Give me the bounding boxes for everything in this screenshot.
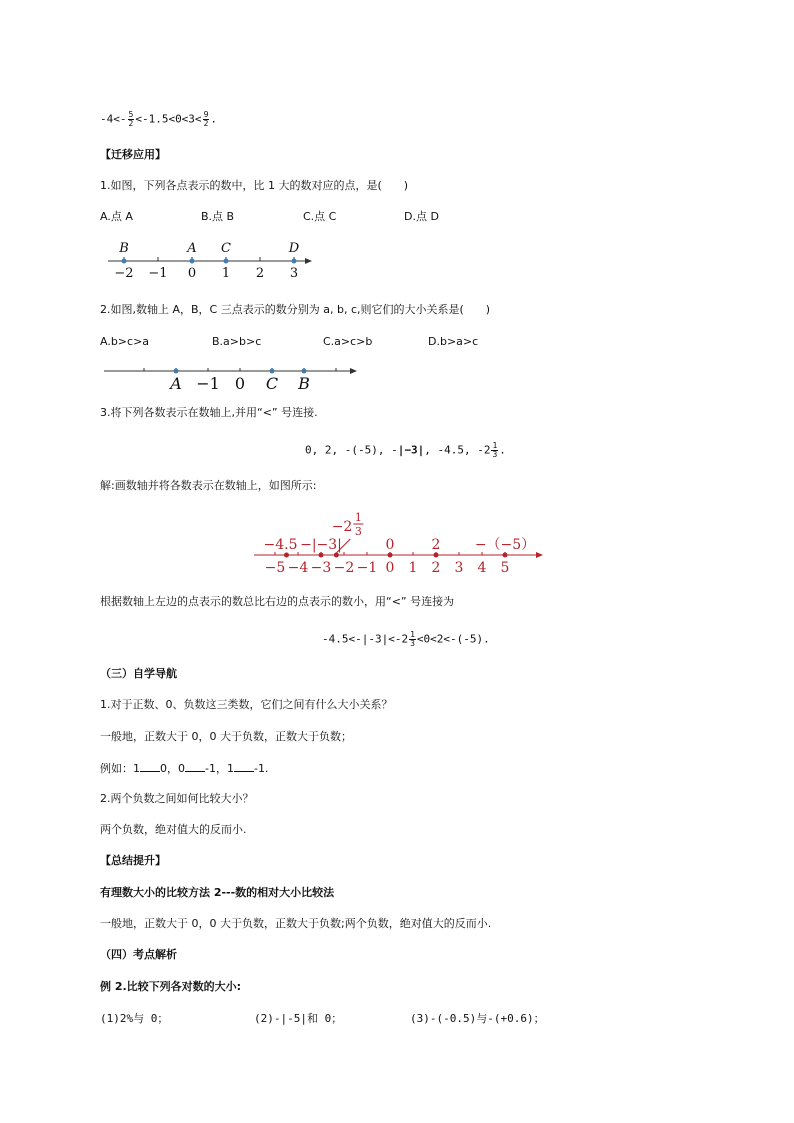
example-line [100,761,268,777]
example-part: -1，1 [205,762,234,775]
q2-number-line [100,360,362,392]
point-label: B [119,241,129,256]
axis-label: C [265,374,279,392]
answer-blank[interactable] [140,761,160,772]
intro-part: <-1.5<0<3< [135,112,202,126]
q3-numbers-part: 0, 2, -(-5), - [305,443,398,457]
q3-numbers-part: , -4.5, -2 [424,443,491,457]
self-answer-2: 两个负数，绝对值大的反而小. [100,823,247,836]
tick-label: 1 [221,266,231,281]
point-marker [284,553,289,558]
q1-option-b: B.点 B [201,210,235,223]
self-question-2: 2.两个负数之间如何比较大小？ [100,792,254,805]
axis-arrow [350,368,357,374]
point-label: C [221,241,231,256]
summary-title: 有理数大小的比较方法 2---数的相对大小比较法 [100,886,335,899]
point-marker [174,369,179,374]
point-marker [503,553,508,558]
tick-label: 1 [408,560,418,576]
section-summary-heading: 【总结提升】 [100,854,166,867]
q3-order-part: -4.5<-|-3|<-2 [322,632,409,646]
point-marker [122,259,127,264]
fraction [409,631,416,648]
q3-solution-intro: 解:画数轴并将各数表示在数轴上，如图所示: [100,479,317,492]
answer-blank[interactable] [234,761,254,772]
annotation-label: 0 [385,537,395,553]
point-marker [434,553,439,558]
tick-label: −1 [148,266,168,281]
example-2-item-3: (3)-(-0.5)与-(+0.6)； [410,1012,545,1025]
section-exam-heading: （四）考点解析 [100,948,177,961]
self-question-1: 1.对于正数、0、负数这三类数，它们之间有什么大小关系？ [100,698,393,711]
frac-num: 9 [203,110,209,119]
q2-option-c: C.a>c>b [323,335,373,348]
example-part: -1. [253,762,269,775]
question-1-text: 1.如图，下列各点表示的数中，比 1 大的数对应的点，是( ) [100,179,409,192]
q1-option-c: C.点 C [303,210,337,223]
q3-numbers [305,442,506,459]
point-label: D [288,241,300,256]
q2-option-a: A.b>c>a [100,335,150,348]
intro-part: . [210,112,218,126]
q1-number-line [100,236,320,282]
q3-order-part: <0<2<-(-5). [416,632,490,646]
point-label: A [187,241,197,256]
axis-arrow [536,552,543,558]
tick-label: 3 [454,560,464,576]
tick-label: 4 [477,560,487,576]
tick-label: −2 [114,266,134,281]
tick-label: 0 [187,266,197,281]
q2-option-d: D.b>a>c [428,335,479,348]
frac-num: 1 [492,441,498,450]
point-marker [270,369,275,374]
frac-num: 5 [128,110,134,119]
annotation-frac-den: 3 [354,525,362,538]
frac-num: 1 [410,630,415,639]
tick-label: 2 [431,560,441,576]
example-part: 例如：1 [100,762,140,775]
example-2-item-1: (1)2%与 0； [100,1012,169,1025]
summary-text: 一般地，正数大于 0，0 大于负数，正数大于负数;两个负数，绝对值大的反而小. [100,917,492,930]
annotation-label: 2 [431,537,441,553]
q3-ordering [322,631,490,648]
tick-label: 2 [255,266,265,281]
fraction [491,442,498,459]
frac-den: 3 [492,450,498,459]
q3-numbers-part: . [499,443,506,457]
q3-number-line [250,508,550,580]
point-marker [334,553,339,558]
annotation-label: −4.5 [263,537,298,553]
annotation-label: −2 [331,519,353,535]
section-self-study-heading: （三）自学导航 [100,667,177,680]
fraction [203,111,210,128]
question-3-text: 3.将下列各数表示在数轴上,并用“<” 号连接. [100,406,318,419]
example-part: 0，0 [160,762,185,775]
q3-abs-value: |−3| [397,443,425,457]
point-marker [319,553,324,558]
annotation-label: −|−3| [300,537,342,553]
tick-label: −5 [264,560,286,576]
tick-label: −3 [310,560,332,576]
q1-option-d: D.点 D [404,210,439,223]
point-marker [190,259,195,264]
axis-label: −1 [196,374,220,392]
frac-den: 2 [203,119,209,128]
intro-part: -4<- [100,112,127,126]
frac-den: 3 [410,639,415,648]
point-marker [224,259,229,264]
example-2-item-2: (2)-|-5|和 0； [254,1012,343,1025]
question-2-text: 2.如图,数轴上 A，B，C 三点表示的数分别为 a, b, c,则它们的大小关系是( ) [100,303,491,316]
section-transfer-heading: 【迁移应用】 [100,148,166,161]
tick-label: −1 [356,560,378,576]
axis-label: A [170,374,182,392]
q2-option-b: B.a>b>c [212,335,262,348]
point-marker [302,369,307,374]
tick-label: −2 [333,560,355,576]
fraction [128,111,135,128]
axis-label: 0 [234,374,246,392]
annotation-label: −（−5） [474,537,536,553]
tick-label: 5 [500,560,510,576]
self-answer-1: 一般地，正数大于 0，0 大于负数，正数大于负数； [100,730,352,743]
annotation-frac-num: 1 [354,511,362,524]
axis-arrow [305,258,312,264]
axis-label: B [298,374,310,392]
frac-den: 2 [128,119,134,128]
example-2-title: 例 2.比较下列各对数的大小: [100,980,242,993]
q3-conclusion: 根据数轴上左边的点表示的数总比右边的点表示的数小，用“<” 号连接为 [100,595,455,608]
tick-label: −4 [287,560,309,576]
q1-option-a: A.点 A [100,210,133,223]
intro-inequality [100,111,217,128]
tick-label: 0 [385,560,395,576]
point-marker [388,553,393,558]
tick-label: 3 [289,266,299,281]
answer-blank[interactable] [185,761,205,772]
point-marker [292,259,297,264]
